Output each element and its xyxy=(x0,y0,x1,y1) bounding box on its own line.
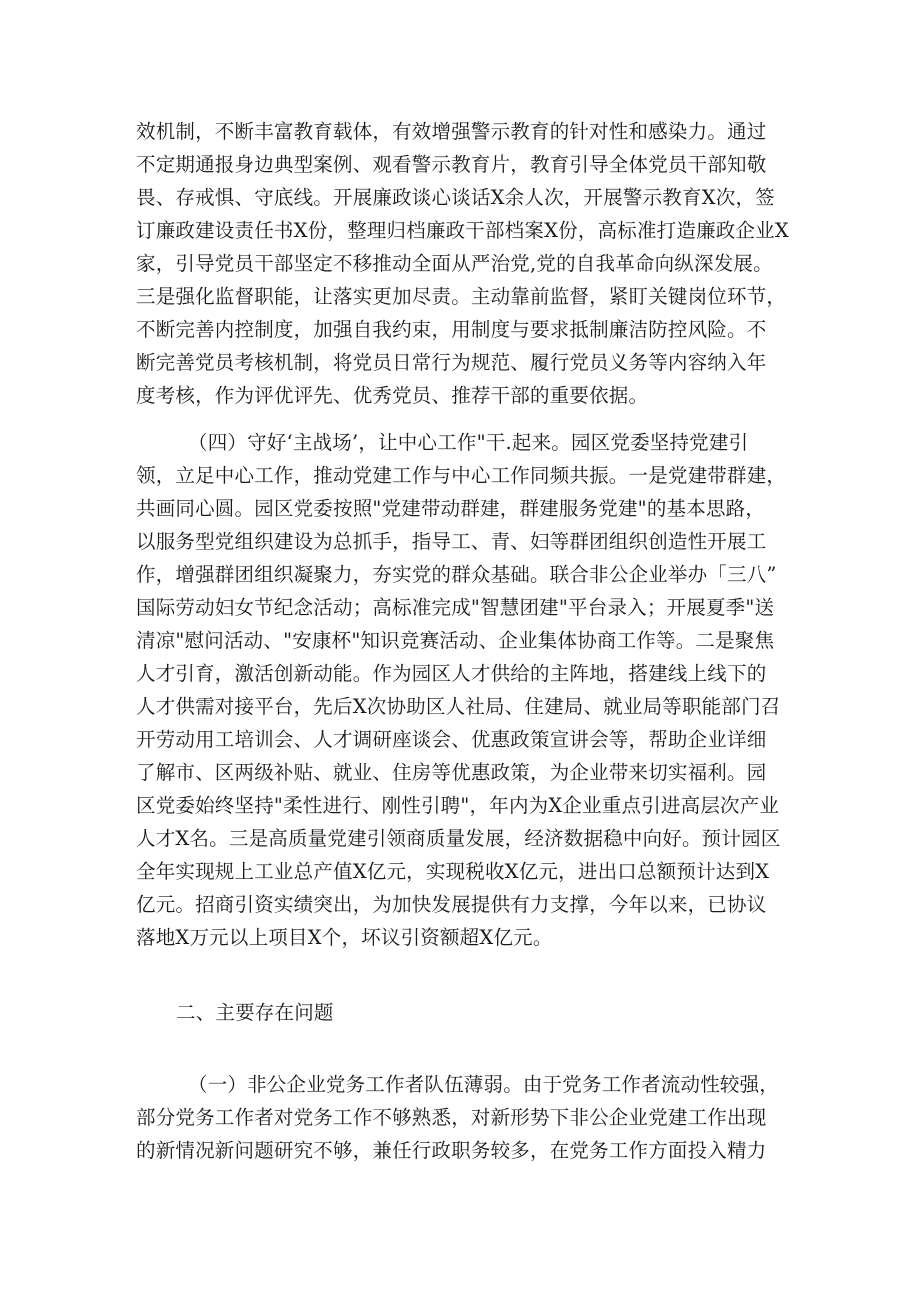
text-line: 畏、存戒惧、守底线。开展廉政谈心谈话X余人次，开展警示教育X次，签 xyxy=(136,186,775,209)
text-line: 人才X名。三是高质量党建引领商质量发展，经济数据稳中向好。预计园区 xyxy=(136,827,781,850)
text-line: 订廉政建设责任书X份，整理归档廉政干部档案X份，高标准打造廉政企业X xyxy=(136,219,789,242)
text-line: 领，立足中心工作，推动党建工作与中心工作同频共振。一是党建带群建， xyxy=(136,464,787,487)
text-line: 全年实现规上工业总产值X亿元，实现税收X亿元，进出口总额预计达到X xyxy=(136,860,770,883)
text-line: 三是强化监督职能，让落实更加尽责。主动靠前监督，紧盯关键岗位环节， xyxy=(136,285,787,308)
text-line: 了解市、区两级补贴、就业、住房等优惠政策，为企业带来切实福利。园 xyxy=(136,761,767,784)
text-line: 国际劳动妇女节纪念活动；高标准完成"智慧团建"平台录入；开展夏季"送 xyxy=(136,596,775,619)
text-line: 落地X万元以上项目X个，坏议引资额超X亿元。 xyxy=(136,926,553,949)
text-line: 开劳动用工培训会、人才调研座谈会、优惠政策宣讲会等，帮助企业详细 xyxy=(136,728,767,751)
text-line: 区党委始终坚持"柔性进行、刚性引聘"，年内为X企业重点引进高层次产业 xyxy=(136,794,780,817)
paragraph-discipline-education xyxy=(136,115,796,412)
text-line: 的新情况新问题研究不够，兼任行政职务较多，在党务工作方面投入精力 xyxy=(136,1139,767,1162)
text-line: 以服务型党组织建设为总抓手，指导工、青、妇等群团组织创造性开展工 xyxy=(136,530,767,553)
text-line: （四）守好‘主战场’，让中心工作"干.起来。园区党委坚持党建引 xyxy=(188,431,749,454)
text-line: 不断完善内控制度，加强自我约束，用制度与要求抵制廉洁防控风险。不 xyxy=(136,318,767,341)
text-line: （一）非公企业党务工作者队伍薄弱。由于党务工作者流动性较强， xyxy=(188,1073,780,1096)
text-line: 亿元。招商引资实绩突出，为加快发展提供有力支撑，今年以来，已协议 xyxy=(136,893,767,916)
section-heading-main-problems: 二、主要存在问题 xyxy=(176,1001,334,1024)
text-line: 共画同心圆。园区党委按照"党建带动群建，群建服务党建"的基本思路， xyxy=(136,497,766,520)
text-line: 家，引导党员干部坚定不移推动全面从严治党,党的自我革命向纵深发展。 xyxy=(136,252,773,275)
text-line: 效机制，不断丰富教育载体，有效增强警示教育的针对性和感染力。通过 xyxy=(136,120,767,143)
paragraph-central-work xyxy=(136,426,796,954)
text-line: 度考核，作为评优评先、优秀党员、推荐干部的重要依据。 xyxy=(136,384,649,407)
text-line: 人才供需对接平台，先后X次协助区人社局、住建局、就业局等职能部门召 xyxy=(136,695,781,718)
text-line: 清凉"慰问活动、"安康杯"知识竞赛活动、企业集体协商工作等。二是聚焦 xyxy=(136,629,775,652)
paragraph-party-workers xyxy=(136,1068,796,1167)
text-line: 人才引育，激活创新动能。作为园区人才供给的主阵地，搭建线上线下的 xyxy=(136,662,767,685)
text-line: 部分党务工作者对党务工作不够熟悉，对新形势下非公企业党建工作出现 xyxy=(136,1106,767,1129)
text-line: 断完善党员考核机制，将党员日常行为规范、履行党员义务等内容纳入年 xyxy=(136,351,767,374)
text-line: 作，增强群团组织凝聚力，夯实党的群众基础。联合非公企业举办「三八” xyxy=(136,563,777,586)
text-line: 不定期通报身边典型案例、观看警示教育片，教育引导全体党员干部知敬 xyxy=(136,153,767,176)
